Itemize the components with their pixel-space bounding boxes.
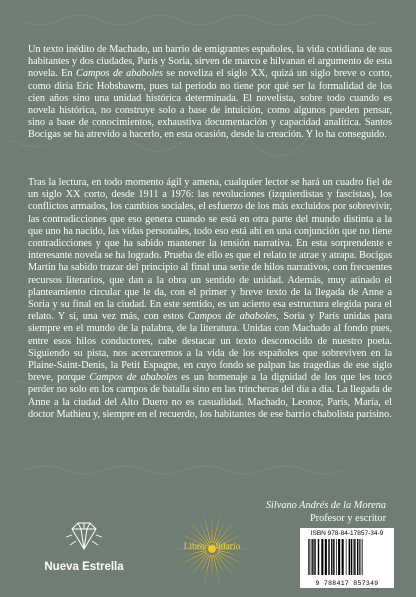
book-title-italic: Campos de ababoles [187, 311, 277, 323]
barcode [300, 528, 394, 588]
barcode-bar [338, 539, 340, 575]
barcode-bar [331, 539, 332, 575]
barcode-bar [314, 539, 315, 575]
diamond-icon [64, 519, 104, 557]
text-run: , Soria y París unidas para siempre en el mundo de la palabra, de la literatura. Unidas con Machado al fondo pues, entre esos hilos conductores, cabe destacar un texto desconocido de nuestro poeta. Siguiendo su pista, nos acercaremos a la vida de los españoles que sobreviven en la Plaine-Saint-Denis, la Petit Espagne, en cuyo fondo se palpan las tragedias de ese siglo breve, porque [28, 311, 392, 384]
barcode-bar [346, 539, 347, 575]
barcode-bar [361, 539, 362, 575]
text-run: Un texto inédito de Machado, un barrio de emigrantes españoles, la vida cotidiana de sus habitantes y dos ciudades, París y Soria, sirven de marco e hilvanan el argumento de esta novela. En [28, 44, 392, 80]
barcode-bar [325, 539, 327, 575]
barcode-bar [321, 539, 323, 575]
sun-ray [212, 519, 213, 543]
text-run: Tras la lectura, en todo momento ágil y amena, cualquier lector se hará un cuadro fiel de un siglo XX corto, desde 1911 a 1976: las revoluciones (izquierdistas y fascistas), los conflictos armados, los cambios sociales, el esfuerzo de los más excluidos por sobrevivir, las contradicciones que eso genera cuando se está en otra parte del mundo distinta a la que uno ha nacido, las vidas personales, todo eso está ahí en una conjunción que no tiene contradicciones y que ha sabido mantener la tensión narrativa. En esta sorprendente e interesante novela se ha logrado. Prueba de ello es que el relato te atrae y atrapa. Bocigas Martín ha sabido trazar del principio al final una serie de hilos narrativos, con frecuentes recursos literarios, que dan a la obra un sentido de unidad. Además, muy atinado el planteamiento circular que le da, con el primer y breve texto de la llegada de Anne a Soria y su final en la ciudad. En este sentido, es un acierto esa estructura elegida para el relato. Y sí, una vez más, con estos [28, 177, 392, 323]
signature-name: Silvano Andrés de la Morena [265, 500, 386, 511]
book-title-italic: Campos de ababoles [76, 68, 163, 80]
barcode-bar [357, 539, 358, 575]
sun-ray [189, 553, 208, 568]
isbn-text: ISBN 978-84-17857-34-9 [310, 530, 384, 537]
barcode-bar [359, 539, 360, 575]
seal-label: Libro solidario [183, 542, 241, 552]
barcode-bar [349, 539, 350, 575]
barcode-bar [333, 539, 334, 575]
barcode-digits: 9 788417 857349 [315, 580, 379, 587]
sun-ray [216, 519, 236, 544]
publisher-logo [34, 519, 134, 579]
barcode-bar [351, 539, 352, 575]
barcode-bar [311, 539, 312, 575]
barcode-bar [309, 539, 310, 575]
paragraph-1-text [28, 44, 392, 142]
sun-ray [212, 555, 213, 579]
paragraph-2-text [28, 177, 392, 421]
signature [266, 500, 386, 525]
barcode-bar [328, 539, 329, 575]
barcode-bar [342, 539, 344, 575]
paragraph-2 [28, 177, 392, 421]
barcode-bar [312, 539, 313, 575]
barcode-bar [354, 539, 355, 575]
barcode-bar [336, 539, 337, 575]
seal-logo [170, 511, 254, 591]
paragraph-1 [28, 44, 392, 142]
barcode-bar [318, 539, 319, 575]
barcode-bars [306, 539, 388, 577]
barcode-bar [362, 539, 363, 575]
text-run: se noveliza el siglo XX, quizá un siglo breve o corto, como diría Eric Hobsbawm, pues tal periodo no tiene por qué ser la formalidad de los cien años sino una unidad histórica determinada. El novelista, sobre todo cuando es novela histórica, no construye solo a base de intuición, como algunos pueden pensar, sino a base de conocimientos, exhaustiva documentación y capacidad analítica. Santos Bocigas se ha atrevido a hacerlo, en esta ocasión, desde la creación. Y lo ha conseguido. [28, 68, 393, 141]
sun-ray [188, 519, 208, 544]
barcode-bar [308, 539, 309, 575]
publisher-name: Nueva Estrella [44, 561, 124, 573]
barcode-bar [353, 539, 354, 575]
text-run: es un homenaje a la dignidad de los que les tocó perder no solo en los campos de batalla sino en las trincheras del día a día. La llegada de Anne a la ciudad del Alto Duero no es casualidad. Machado, Leonor, París, María, el doctor Mathieu y, siempre en el recuerdo, los habitantes de ese barrio chabolista parisino. [28, 372, 392, 420]
sun-ray [188, 554, 208, 579]
book-title-italic: Campos de ababoles [89, 372, 178, 384]
sun-ray [217, 553, 236, 568]
sun-ray [216, 554, 236, 579]
signature-role: Profesor y escritor [309, 512, 386, 524]
